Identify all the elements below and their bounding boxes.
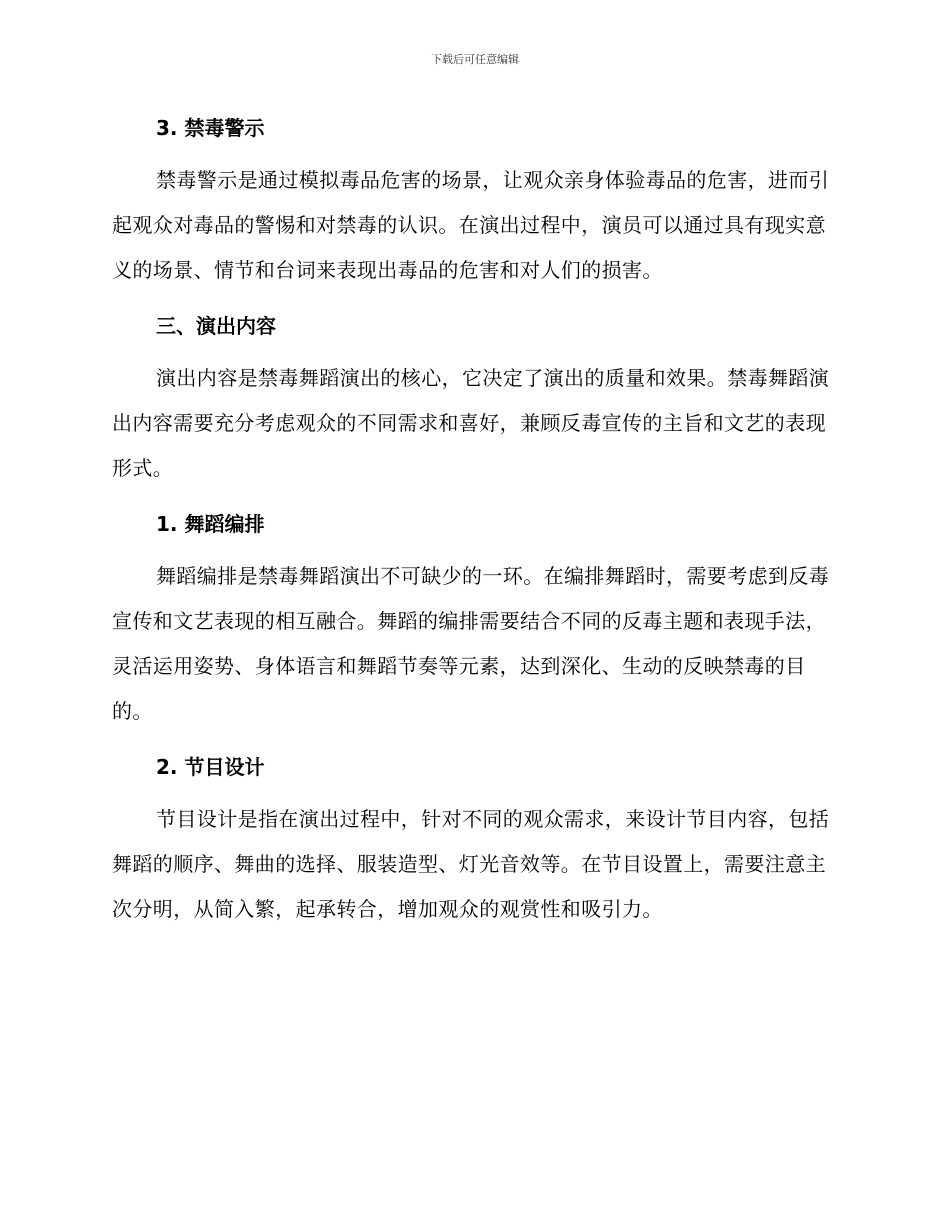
paragraph-warning: 禁毒警示是通过模拟毒品危害的场景，让观众亲身体验毒品的危害，进而引起观众对毒品的警惕和对禁毒的认识。在演出过程中，演员可以通过具有现实意义的场景、情节和台词来表现出毒品的危害和对人们的损害。	[112, 168, 830, 282]
section-heading-performance-content: 三、演出内容	[156, 314, 276, 338]
paragraph-program-design: 节目设计是指在演出过程中，针对不同的观众需求，来设计节目内容，包括舞蹈的顺序、舞曲的选择、服装造型、灯光音效等。在节目设置上，需要注意主次分明，从简入繁，起承转合，增加观众的观赏性和吸引力。	[112, 807, 830, 921]
paragraph-performance-content: 演出内容是禁毒舞蹈演出的核心，它决定了演出的质量和效果。禁毒舞蹈演出内容需要充分考虑观众的不同需求和喜好，兼顾反毒宣传的主旨和文艺的表现形式。	[112, 366, 830, 480]
section-heading-program-design: 2. 节目设计	[156, 755, 265, 779]
section-heading-warning: 3. 禁毒警示	[156, 116, 265, 140]
section-heading-choreography: 1. 舞蹈编排	[156, 512, 265, 536]
document-body	[112, 108, 832, 932]
paragraph-choreography: 舞蹈编排是禁毒舞蹈演出不可缺少的一环。在编排舞蹈时，需要考虑到反毒宣传和文艺表现的相互融合。舞蹈的编排需要结合不同的反毒主题和表现手法，灵活运用姿势、身体语言和舞蹈节奏等元素，达到深化、生动的反映禁毒的目的。	[112, 564, 830, 723]
page-header: 下载后可任意编辑	[431, 53, 519, 66]
